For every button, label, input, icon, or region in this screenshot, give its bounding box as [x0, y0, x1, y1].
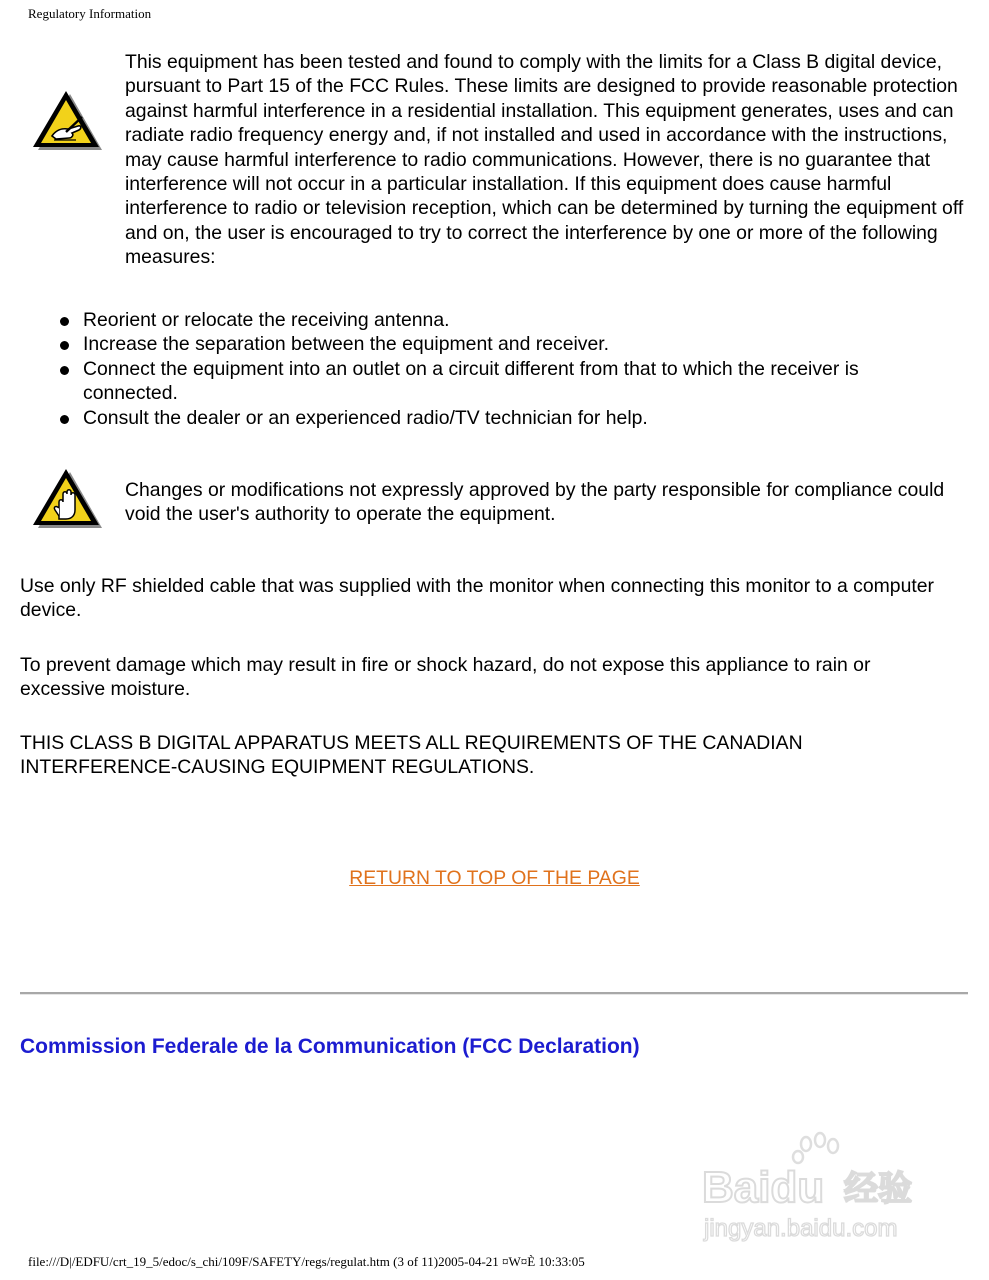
bullet-icon [60, 317, 69, 326]
fcc-compliance-paragraph: This equipment has been tested and found to comply with the limits for a Class B digital device, pursuant to Part 15 of the FCC Rules. These limits are designed to provide reasonable protection against harmful interference in a residential installation. This equipment generates, uses and can radiate radio frequency energy and, if not installed and used in accordance with the instructions, may cause harmful interference to radio communications. However, there is no guarantee that interference will not occur in a particular installation. If this equipment does cause harmful interference to radio or television reception, which can be determined by turning the equipment off and on, the user is encouraged to try to correct the interference by one or more of the following measures: [125, 51, 964, 269]
measure-text: Increase the separation between the equipment and receiver. [83, 333, 610, 356]
measure-text: Connect the equipment into an outlet on a circuit different from that to which the receiver is connected. [83, 357, 859, 405]
list-item [0, 332, 989, 356]
page-header-title: Regulatory Information [28, 6, 152, 21]
measure-text: Consult the dealer or an experienced radio/TV technician for help. [83, 406, 648, 429]
measure-text: Reorient or relocate the receiving antenna. [83, 309, 450, 331]
svg-text:Baidu: Baidu [702, 1163, 825, 1212]
rf-cable-paragraph: Use only RF shielded cable that was supplied with the monitor when connecting this monitor to a computer device. [20, 575, 934, 622]
fcc-declaration-heading: Commission Federale de la Communication (FCC Declaration) [20, 1035, 640, 1058]
list-item [0, 308, 989, 332]
return-to-top-container [0, 866, 989, 890]
list-item [0, 406, 989, 430]
caution-hand-stop-icon [28, 466, 104, 534]
modifications-warning-paragraph: Changes or modifications not expressly approved by the party responsible for compliance could void the user's authority to operate the equipment. [125, 479, 945, 526]
interference-measures-list [0, 308, 989, 430]
list-item [0, 357, 989, 406]
bullet-icon [60, 415, 69, 424]
section-divider [20, 992, 968, 995]
baidu-jingyan-watermark-logo [702, 1130, 942, 1246]
svg-text:jingyan.baidu.com: jingyan.baidu.com [704, 1215, 898, 1242]
return-to-top-link[interactable]: RETURN TO TOP OF THE PAGE [349, 867, 640, 889]
bullet-icon [60, 341, 69, 350]
canadian-compliance-paragraph: THIS CLASS B DIGITAL APPARATUS MEETS ALL REQUIREMENTS OF THE CANADIAN INTERFERENCE-CAUSING EQUIPMENT REGULATIONS. [20, 732, 803, 779]
caution-hand-writing-icon [28, 88, 104, 156]
moisture-warning-paragraph: To prevent damage which may result in fire or shock hazard, do not expose this appliance to rain or excessive moisture. [20, 654, 871, 701]
footer-file-path: file:///D|/EDFU/crt_19_5/edoc/s_chi/109F/SAFETY/regs/regulat.htm (3 of 11)2005-04-21 ¤W¤È 10:33:05 [28, 1254, 585, 1269]
svg-text:经验: 经验 [844, 1169, 912, 1209]
bullet-icon [60, 366, 69, 375]
